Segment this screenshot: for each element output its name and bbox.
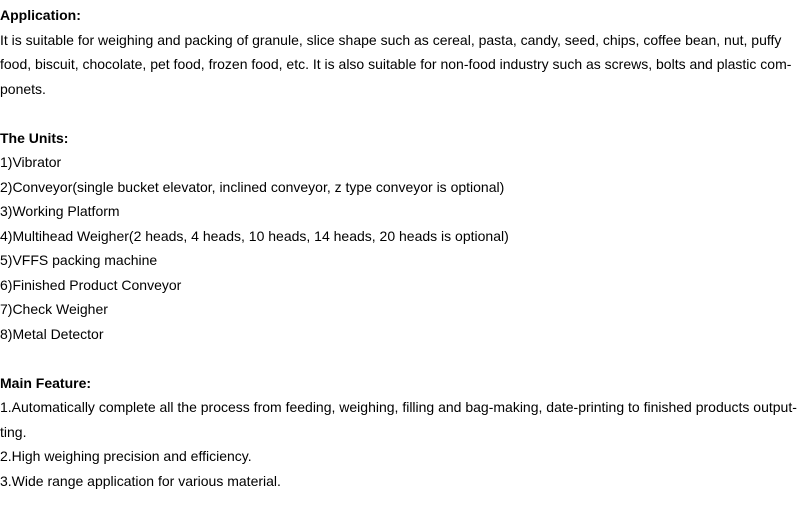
units-list-item: 7)Check Weigher [0, 301, 108, 317]
units-list-item: 2)Conveyor(single bucket elevator, inclined conveyor, z type conveyor is optional) [0, 178, 505, 195]
units-list-item: 4)Multihead Weigher(2 heads, 4 heads, 10 heads, 14 heads, 20 heads is optional) [0, 227, 509, 244]
features-text-line: 3.Wide range application for various material. [0, 472, 281, 489]
application-text-line: food, biscuit, chocolate, pet food, frozen food, etc. It is also suitable for non-food industry such as screws, bolts and plastic com- [0, 56, 792, 72]
application-text-line: It is suitable for weighing and packing of granule, slice shape such as cereal, pasta, candy, seed, chips, coffee bean, nut, puffy [0, 31, 782, 48]
units-list-item: 5)VFFS packing machine [0, 252, 158, 268]
units-list-item: 6)Finished Product Conveyor [0, 276, 182, 293]
features-text-line: 1.Automatically complete all the process from feeding, weighing, filling and bag-making, date-printing to finished products output- [0, 399, 797, 415]
units-heading: The Units: [0, 129, 69, 146]
units-list-item: 8)Metal Detector [0, 325, 104, 342]
section-spacer [0, 346, 800, 371]
section-spacer [0, 101, 800, 126]
units-list-item: 3)Working Platform [0, 203, 120, 219]
application-heading: Application: [0, 7, 81, 23]
features-text-line: ting. [0, 423, 27, 440]
units-list-item: 1)Vibrator [0, 154, 62, 170]
features-heading: Main Feature: [0, 374, 92, 391]
features-text-line: 2.High weighing precision and efficiency. [0, 448, 252, 464]
application-text-line: ponets. [0, 80, 46, 97]
